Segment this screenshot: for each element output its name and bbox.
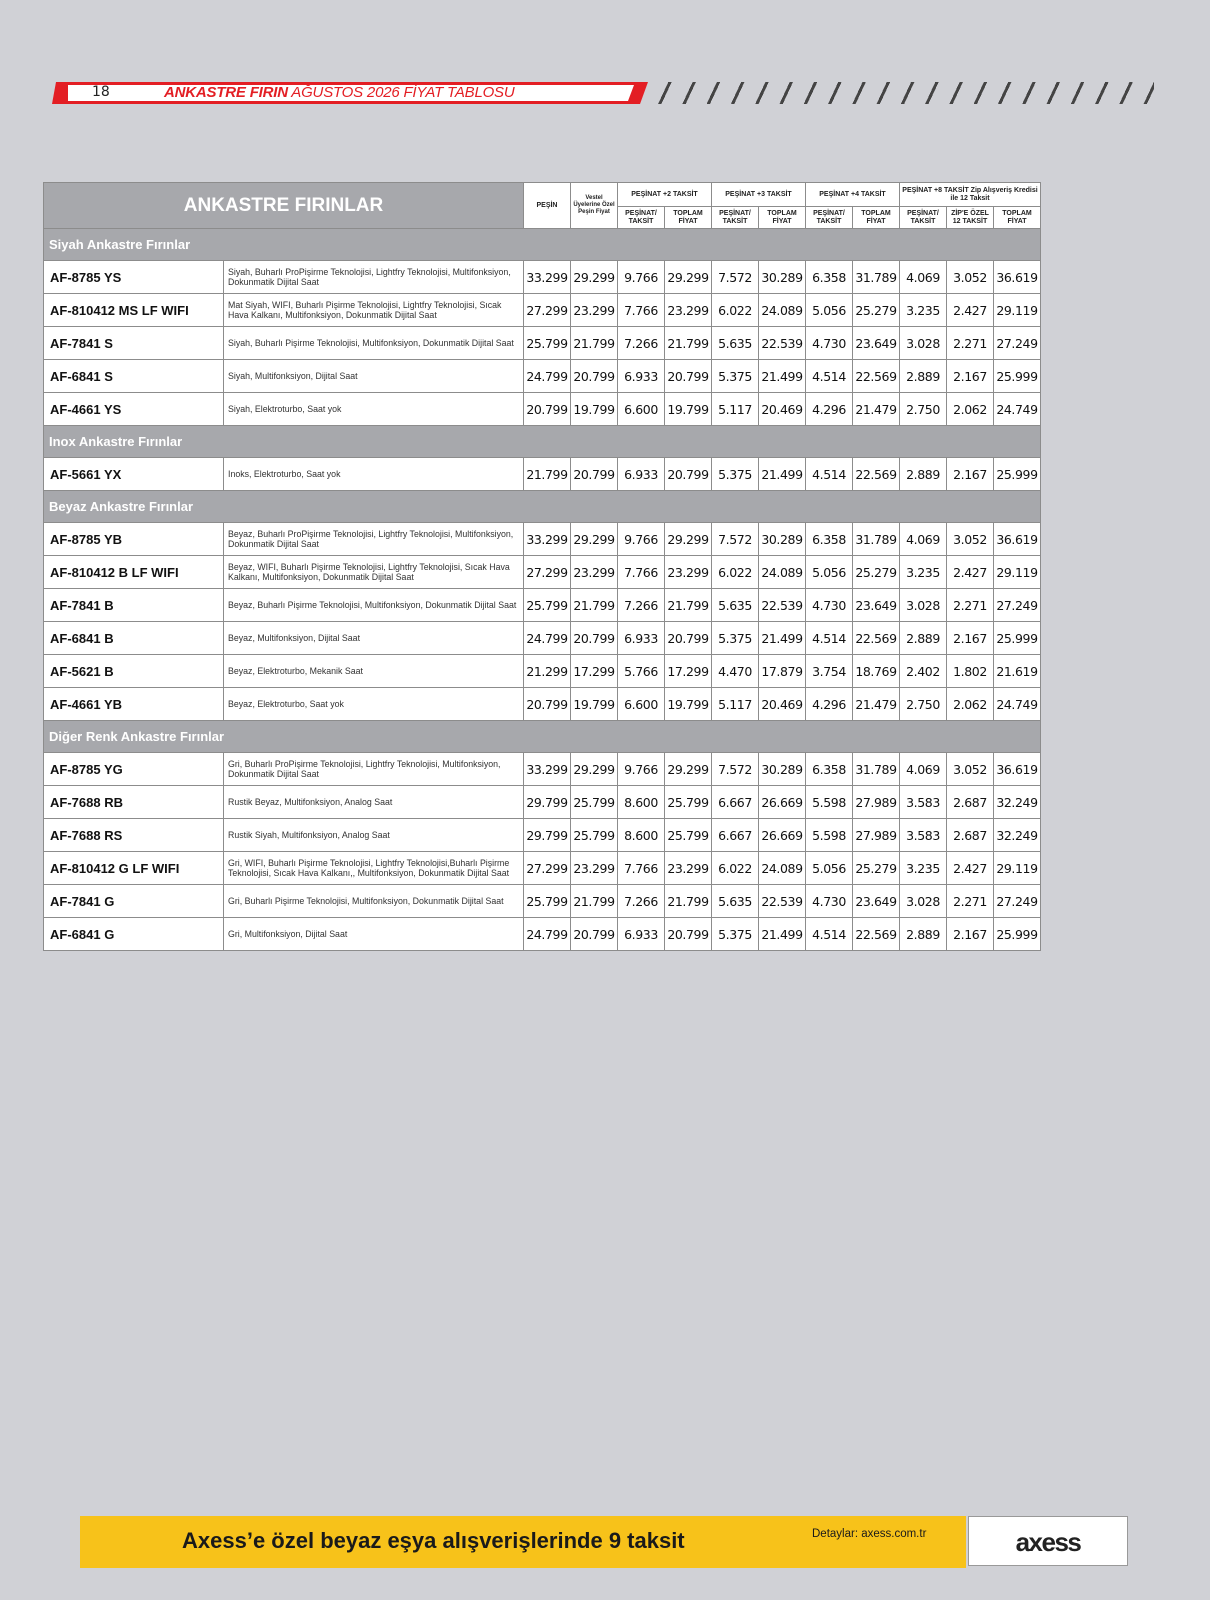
price-cell: 6.358 bbox=[806, 261, 853, 294]
price-cell: 6.022 bbox=[712, 294, 759, 327]
page-title bbox=[164, 84, 515, 102]
price-cell: 4.296 bbox=[806, 688, 853, 721]
col-header-pesin: PEŞİN bbox=[524, 183, 571, 229]
price-cell: 25.279 bbox=[853, 556, 900, 589]
price-cell: 2.750 bbox=[900, 393, 947, 426]
price-cell: 29.799 bbox=[524, 786, 571, 819]
banner-headline: Axess’e özel beyaz eşya alışverişlerinde 9 taksit bbox=[182, 1528, 685, 1553]
price-cell: 3.052 bbox=[947, 753, 994, 786]
page-title-rest: AĞUSTOS 2026 FİYAT TABLOSU bbox=[287, 84, 515, 101]
price-cell: 21.799 bbox=[571, 589, 618, 622]
price-cell: 2.271 bbox=[947, 589, 994, 622]
price-cell: 5.375 bbox=[712, 458, 759, 491]
model-description: Beyaz, Elektroturbo, Mekanik Saat bbox=[224, 655, 524, 688]
price-cell: 25.799 bbox=[524, 327, 571, 360]
price-cell: 5.117 bbox=[712, 688, 759, 721]
price-cell: 5.056 bbox=[806, 556, 853, 589]
price-cell: 4.730 bbox=[806, 885, 853, 918]
price-cell: 3.583 bbox=[900, 819, 947, 852]
price-cell: 24.799 bbox=[524, 360, 571, 393]
price-cell: 25.279 bbox=[853, 294, 900, 327]
price-cell: 3.028 bbox=[900, 327, 947, 360]
price-cell: 7.572 bbox=[712, 523, 759, 556]
price-cell: 2.271 bbox=[947, 885, 994, 918]
price-cell: 27.249 bbox=[994, 327, 1041, 360]
price-cell: 23.299 bbox=[571, 556, 618, 589]
price-cell: 7.266 bbox=[618, 885, 665, 918]
price-cell: 25.799 bbox=[665, 819, 712, 852]
price-cell: 22.569 bbox=[853, 918, 900, 951]
col-header-toplam-fiyat: TOPLAM FİYAT bbox=[853, 207, 900, 229]
price-cell: 6.358 bbox=[806, 753, 853, 786]
banner-detail-link[interactable]: Detaylar: axess.com.tr bbox=[812, 1528, 927, 1540]
price-cell: 22.569 bbox=[853, 360, 900, 393]
model-name: AF-6841 S bbox=[44, 360, 224, 393]
price-cell: 5.056 bbox=[806, 852, 853, 885]
model-name: AF-6841 B bbox=[44, 622, 224, 655]
table-row bbox=[44, 360, 1041, 393]
price-cell: 20.799 bbox=[571, 918, 618, 951]
table-row bbox=[44, 458, 1041, 491]
col-header-toplam-fiyat: TOPLAM FİYAT bbox=[994, 207, 1041, 229]
price-cell: 20.799 bbox=[665, 360, 712, 393]
price-cell: 29.299 bbox=[665, 753, 712, 786]
price-cell: 9.766 bbox=[618, 523, 665, 556]
model-description: Beyaz, WIFI, Buharlı Pişirme Teknolojisi, Lightfry Teknolojisi, Sıcak Hava Kalkanı, Multifonksiyon, Dokunmatik Dijital Saat bbox=[224, 556, 524, 589]
price-cell: 25.799 bbox=[571, 819, 618, 852]
model-description: Beyaz, Elektroturbo, Saat yok bbox=[224, 688, 524, 721]
price-cell: 8.600 bbox=[618, 786, 665, 819]
price-cell: 6.022 bbox=[712, 556, 759, 589]
price-cell: 22.539 bbox=[759, 885, 806, 918]
model-description: Beyaz, Multifonksiyon, Dijital Saat bbox=[224, 622, 524, 655]
price-cell: 23.649 bbox=[853, 589, 900, 622]
price-cell: 2.687 bbox=[947, 819, 994, 852]
price-cell: 24.799 bbox=[524, 622, 571, 655]
price-cell: 29.299 bbox=[571, 261, 618, 294]
price-cell: 36.619 bbox=[994, 261, 1041, 294]
price-cell: 6.667 bbox=[712, 786, 759, 819]
table-row bbox=[44, 261, 1041, 294]
price-cell: 6.933 bbox=[618, 918, 665, 951]
model-name: AF-7688 RS bbox=[44, 819, 224, 852]
price-cell: 29.119 bbox=[994, 294, 1041, 327]
model-description: Rustik Siyah, Multifonksiyon, Analog Saat bbox=[224, 819, 524, 852]
price-cell: 20.799 bbox=[665, 622, 712, 655]
model-name: AF-5661 YX bbox=[44, 458, 224, 491]
header-stripes bbox=[654, 82, 1154, 104]
price-cell: 20.799 bbox=[665, 918, 712, 951]
table-row bbox=[44, 786, 1041, 819]
price-cell: 25.279 bbox=[853, 852, 900, 885]
price-cell: 6.022 bbox=[712, 852, 759, 885]
price-cell: 3.052 bbox=[947, 523, 994, 556]
price-cell: 2.889 bbox=[900, 458, 947, 491]
price-cell: 4.730 bbox=[806, 327, 853, 360]
price-cell: 27.249 bbox=[994, 589, 1041, 622]
price-cell: 23.299 bbox=[665, 852, 712, 885]
table-row bbox=[44, 523, 1041, 556]
model-name: AF-5621 B bbox=[44, 655, 224, 688]
axess-logo bbox=[968, 1516, 1128, 1566]
price-cell: 3.028 bbox=[900, 589, 947, 622]
col-header-pesinat-taksit: PEŞİNAT/ TAKSİT bbox=[618, 207, 665, 229]
col-header-pesinat-taksit: PEŞİNAT/ TAKSİT bbox=[806, 207, 853, 229]
price-cell: 36.619 bbox=[994, 753, 1041, 786]
model-name: AF-8785 YS bbox=[44, 261, 224, 294]
price-cell: 4.069 bbox=[900, 753, 947, 786]
price-cell: 5.375 bbox=[712, 622, 759, 655]
price-cell: 19.799 bbox=[665, 393, 712, 426]
col-group-2-taksit: PEŞİNAT +2 TAKSİT bbox=[618, 183, 712, 207]
price-cell: 24.749 bbox=[994, 688, 1041, 721]
price-cell: 9.766 bbox=[618, 753, 665, 786]
col-group-8-taksit: PEŞİNAT +8 TAKSİT Zip Alışveriş Kredisi ile 12 Taksit bbox=[900, 183, 1041, 207]
price-cell: 27.299 bbox=[524, 556, 571, 589]
table-row bbox=[44, 688, 1041, 721]
page-title-bold: ANKASTRE FIRIN bbox=[164, 84, 288, 101]
price-cell: 25.999 bbox=[994, 622, 1041, 655]
price-cell: 18.769 bbox=[853, 655, 900, 688]
price-cell: 1.802 bbox=[947, 655, 994, 688]
price-cell: 5.117 bbox=[712, 393, 759, 426]
col-header-toplam-fiyat: TOPLAM FİYAT bbox=[759, 207, 806, 229]
section-title: Beyaz Ankastre Fırınlar bbox=[44, 491, 1041, 523]
price-cell: 21.479 bbox=[853, 688, 900, 721]
price-cell: 24.799 bbox=[524, 918, 571, 951]
price-cell: 23.299 bbox=[571, 294, 618, 327]
page-header bbox=[52, 82, 1162, 104]
section-row bbox=[44, 426, 1041, 458]
price-cell: 17.299 bbox=[571, 655, 618, 688]
price-cell: 7.266 bbox=[618, 589, 665, 622]
price-cell: 2.889 bbox=[900, 360, 947, 393]
price-cell: 30.289 bbox=[759, 523, 806, 556]
col-header-pesinat-taksit: PEŞİNAT/ TAKSİT bbox=[712, 207, 759, 229]
price-cell: 7.572 bbox=[712, 753, 759, 786]
model-description: Siyah, Multifonksiyon, Dijital Saat bbox=[224, 360, 524, 393]
price-cell: 2.427 bbox=[947, 294, 994, 327]
price-cell: 25.999 bbox=[994, 458, 1041, 491]
price-cell: 21.499 bbox=[759, 360, 806, 393]
price-cell: 27.989 bbox=[853, 786, 900, 819]
price-cell: 2.167 bbox=[947, 360, 994, 393]
price-cell: 24.089 bbox=[759, 556, 806, 589]
model-description: Inoks, Elektroturbo, Saat yok bbox=[224, 458, 524, 491]
price-cell: 21.619 bbox=[994, 655, 1041, 688]
price-cell: 26.669 bbox=[759, 819, 806, 852]
price-cell: 2.427 bbox=[947, 556, 994, 589]
price-cell: 21.799 bbox=[665, 327, 712, 360]
price-cell: 5.635 bbox=[712, 885, 759, 918]
price-cell: 29.119 bbox=[994, 556, 1041, 589]
price-cell: 20.469 bbox=[759, 688, 806, 721]
model-description: Beyaz, Buharlı Pişirme Teknolojisi, Multifonksiyon, Dokunmatik Dijital Saat bbox=[224, 589, 524, 622]
price-cell: 19.799 bbox=[571, 393, 618, 426]
price-cell: 7.766 bbox=[618, 852, 665, 885]
price-cell: 20.799 bbox=[571, 622, 618, 655]
price-table bbox=[43, 182, 1041, 951]
price-cell: 6.933 bbox=[618, 360, 665, 393]
col-header-zip-ozel: ZİP'E ÖZEL 12 TAKSİT bbox=[947, 207, 994, 229]
price-cell: 24.089 bbox=[759, 852, 806, 885]
price-cell: 29.299 bbox=[665, 523, 712, 556]
model-name: AF-7841 B bbox=[44, 589, 224, 622]
model-name: AF-8785 YG bbox=[44, 753, 224, 786]
table-row bbox=[44, 589, 1041, 622]
price-cell: 25.799 bbox=[524, 885, 571, 918]
model-description: Gri, WIFI, Buharlı Pişirme Teknolojisi, Lightfry Teknolojisi,Buharlı Pişirme Teknolojisi, Sıcak Hava Kalkanı,, Multifonksiyon, Dokunmatik Dijital Saat bbox=[224, 852, 524, 885]
price-cell: 4.730 bbox=[806, 589, 853, 622]
price-cell: 3.028 bbox=[900, 885, 947, 918]
section-title: Siyah Ankastre Fırınlar bbox=[44, 229, 1041, 261]
col-header-vestel: Vestel Üyelerine Özel Peşin Fiyat bbox=[571, 183, 618, 229]
price-cell: 4.470 bbox=[712, 655, 759, 688]
price-cell: 31.789 bbox=[853, 523, 900, 556]
col-group-3-taksit: PEŞİNAT +3 TAKSİT bbox=[712, 183, 806, 207]
model-description: Rustik Beyaz, Multifonksiyon, Analog Saat bbox=[224, 786, 524, 819]
model-name: AF-810412 MS LF WIFI bbox=[44, 294, 224, 327]
price-cell: 5.375 bbox=[712, 918, 759, 951]
price-cell: 5.766 bbox=[618, 655, 665, 688]
section-title: Diğer Renk Ankastre Fırınlar bbox=[44, 721, 1041, 753]
price-cell: 20.799 bbox=[524, 688, 571, 721]
price-cell: 25.799 bbox=[524, 589, 571, 622]
price-cell: 30.289 bbox=[759, 753, 806, 786]
price-cell: 2.167 bbox=[947, 918, 994, 951]
price-cell: 4.514 bbox=[806, 458, 853, 491]
price-cell: 21.799 bbox=[665, 589, 712, 622]
price-cell: 6.933 bbox=[618, 458, 665, 491]
price-cell: 25.999 bbox=[994, 918, 1041, 951]
price-cell: 3.235 bbox=[900, 852, 947, 885]
model-description: Gri, Multifonksiyon, Dijital Saat bbox=[224, 918, 524, 951]
model-description: Beyaz, Buharlı ProPişirme Teknolojisi, Lightfry Teknolojisi, Multifonksiyon, Dokunmatik Dijital Saat bbox=[224, 523, 524, 556]
price-cell: 22.539 bbox=[759, 327, 806, 360]
model-description: Gri, Buharlı ProPişirme Teknolojisi, Lightfry Teknolojisi, Multifonksiyon, Dokunmatik Dijital Saat bbox=[224, 753, 524, 786]
price-cell: 29.299 bbox=[571, 523, 618, 556]
price-cell: 2.062 bbox=[947, 688, 994, 721]
price-cell: 21.799 bbox=[665, 885, 712, 918]
model-name: AF-6841 G bbox=[44, 918, 224, 951]
price-cell: 29.799 bbox=[524, 819, 571, 852]
table-row bbox=[44, 622, 1041, 655]
price-cell: 4.069 bbox=[900, 261, 947, 294]
price-cell: 31.789 bbox=[853, 753, 900, 786]
price-cell: 25.999 bbox=[994, 360, 1041, 393]
section-row bbox=[44, 491, 1041, 523]
price-cell: 4.514 bbox=[806, 622, 853, 655]
price-cell: 4.069 bbox=[900, 523, 947, 556]
price-cell: 23.649 bbox=[853, 327, 900, 360]
price-cell: 36.619 bbox=[994, 523, 1041, 556]
price-cell: 8.600 bbox=[618, 819, 665, 852]
model-description: Gri, Buharlı Pişirme Teknolojisi, Multifonksiyon, Dokunmatik Dijital Saat bbox=[224, 885, 524, 918]
table-row bbox=[44, 393, 1041, 426]
model-name: AF-7688 RB bbox=[44, 786, 224, 819]
price-cell: 2.062 bbox=[947, 393, 994, 426]
table-row bbox=[44, 556, 1041, 589]
model-name: AF-810412 B LF WIFI bbox=[44, 556, 224, 589]
price-cell: 33.299 bbox=[524, 261, 571, 294]
price-cell: 21.499 bbox=[759, 918, 806, 951]
price-cell: 2.750 bbox=[900, 688, 947, 721]
price-cell: 6.358 bbox=[806, 523, 853, 556]
price-cell: 23.649 bbox=[853, 885, 900, 918]
table-row bbox=[44, 918, 1041, 951]
table-title: ANKASTRE FIRINLAR bbox=[44, 183, 524, 229]
price-cell: 4.514 bbox=[806, 360, 853, 393]
col-header-toplam-fiyat: TOPLAM FİYAT bbox=[665, 207, 712, 229]
model-description: Siyah, Elektroturbo, Saat yok bbox=[224, 393, 524, 426]
price-cell: 23.299 bbox=[571, 852, 618, 885]
model-name: AF-7841 G bbox=[44, 885, 224, 918]
price-cell: 3.235 bbox=[900, 294, 947, 327]
price-cell: 30.289 bbox=[759, 261, 806, 294]
price-cell: 19.799 bbox=[571, 688, 618, 721]
table-row bbox=[44, 753, 1041, 786]
price-cell: 21.499 bbox=[759, 458, 806, 491]
price-cell: 6.667 bbox=[712, 819, 759, 852]
page-number: 18 bbox=[92, 84, 110, 100]
price-cell: 7.766 bbox=[618, 294, 665, 327]
table-row bbox=[44, 852, 1041, 885]
model-name: AF-810412 G LF WIFI bbox=[44, 852, 224, 885]
price-cell: 29.299 bbox=[571, 753, 618, 786]
price-cell: 17.299 bbox=[665, 655, 712, 688]
price-cell: 20.799 bbox=[571, 458, 618, 491]
price-cell: 20.799 bbox=[571, 360, 618, 393]
promo-banner bbox=[80, 1516, 1130, 1568]
price-cell: 27.249 bbox=[994, 885, 1041, 918]
model-name: AF-4661 YS bbox=[44, 393, 224, 426]
price-cell: 5.375 bbox=[712, 360, 759, 393]
price-cell: 27.299 bbox=[524, 852, 571, 885]
price-cell: 3.052 bbox=[947, 261, 994, 294]
table-row bbox=[44, 294, 1041, 327]
table-row bbox=[44, 819, 1041, 852]
price-cell: 3.583 bbox=[900, 786, 947, 819]
price-cell: 2.889 bbox=[900, 918, 947, 951]
price-cell: 21.799 bbox=[571, 327, 618, 360]
price-cell: 7.766 bbox=[618, 556, 665, 589]
price-cell: 2.167 bbox=[947, 458, 994, 491]
price-cell: 6.600 bbox=[618, 393, 665, 426]
table-row bbox=[44, 655, 1041, 688]
price-cell: 21.799 bbox=[524, 458, 571, 491]
price-cell: 22.569 bbox=[853, 622, 900, 655]
price-cell: 27.299 bbox=[524, 294, 571, 327]
section-title: Inox Ankastre Fırınlar bbox=[44, 426, 1041, 458]
price-cell: 32.249 bbox=[994, 786, 1041, 819]
price-cell: 7.572 bbox=[712, 261, 759, 294]
price-cell: 2.889 bbox=[900, 622, 947, 655]
price-cell: 33.299 bbox=[524, 523, 571, 556]
price-cell: 23.299 bbox=[665, 294, 712, 327]
model-name: AF-8785 YB bbox=[44, 523, 224, 556]
price-cell: 25.799 bbox=[665, 786, 712, 819]
price-cell: 17.879 bbox=[759, 655, 806, 688]
model-name: AF-4661 YB bbox=[44, 688, 224, 721]
price-cell: 2.687 bbox=[947, 786, 994, 819]
price-cell: 20.799 bbox=[665, 458, 712, 491]
price-cell: 4.514 bbox=[806, 918, 853, 951]
price-cell: 7.266 bbox=[618, 327, 665, 360]
price-cell: 24.749 bbox=[994, 393, 1041, 426]
price-cell: 32.249 bbox=[994, 819, 1041, 852]
price-cell: 19.799 bbox=[665, 688, 712, 721]
price-cell: 21.479 bbox=[853, 393, 900, 426]
price-cell: 25.799 bbox=[571, 786, 618, 819]
table-row bbox=[44, 327, 1041, 360]
price-cell: 2.167 bbox=[947, 622, 994, 655]
price-cell: 20.799 bbox=[524, 393, 571, 426]
price-cell: 24.089 bbox=[759, 294, 806, 327]
price-cell: 6.933 bbox=[618, 622, 665, 655]
col-group-4-taksit: PEŞİNAT +4 TAKSİT bbox=[806, 183, 900, 207]
model-description: Mat Siyah, WIFI, Buharlı Pişirme Teknolojisi, Lightfry Teknolojisi, Sıcak Hava Kalkanı, Multifonksiyon, Dokunmatik Dijital Saat bbox=[224, 294, 524, 327]
price-cell: 2.271 bbox=[947, 327, 994, 360]
price-cell: 23.299 bbox=[665, 556, 712, 589]
price-cell: 4.296 bbox=[806, 393, 853, 426]
price-cell: 26.669 bbox=[759, 786, 806, 819]
model-description: Siyah, Buharlı Pişirme Teknolojisi, Multifonksiyon, Dokunmatik Dijital Saat bbox=[224, 327, 524, 360]
price-cell: 3.754 bbox=[806, 655, 853, 688]
price-cell: 5.598 bbox=[806, 819, 853, 852]
price-cell: 21.799 bbox=[571, 885, 618, 918]
price-cell: 3.235 bbox=[900, 556, 947, 589]
price-cell: 5.598 bbox=[806, 786, 853, 819]
price-cell: 6.600 bbox=[618, 688, 665, 721]
model-name: AF-7841 S bbox=[44, 327, 224, 360]
price-cell: 5.635 bbox=[712, 327, 759, 360]
price-cell: 29.119 bbox=[994, 852, 1041, 885]
price-cell: 5.056 bbox=[806, 294, 853, 327]
table-row bbox=[44, 885, 1041, 918]
price-cell: 2.402 bbox=[900, 655, 947, 688]
price-cell: 5.635 bbox=[712, 589, 759, 622]
price-cell: 2.427 bbox=[947, 852, 994, 885]
price-cell: 33.299 bbox=[524, 753, 571, 786]
price-cell: 29.299 bbox=[665, 261, 712, 294]
price-cell: 9.766 bbox=[618, 261, 665, 294]
price-cell: 21.299 bbox=[524, 655, 571, 688]
section-row bbox=[44, 229, 1041, 261]
price-cell: 20.469 bbox=[759, 393, 806, 426]
price-cell: 22.539 bbox=[759, 589, 806, 622]
price-cell: 27.989 bbox=[853, 819, 900, 852]
price-table-body bbox=[44, 229, 1041, 951]
price-cell: 22.569 bbox=[853, 458, 900, 491]
model-description: Siyah, Buharlı ProPişirme Teknolojisi, Lightfry Teknolojisi, Multifonksiyon, Dokunmatik Dijital Saat bbox=[224, 261, 524, 294]
price-cell: 21.499 bbox=[759, 622, 806, 655]
price-cell: 31.789 bbox=[853, 261, 900, 294]
axess-logo-text: axess bbox=[1015, 1527, 1081, 1557]
col-header-pesinat-taksit: PEŞİNAT/ TAKSİT bbox=[900, 207, 947, 229]
section-row bbox=[44, 721, 1041, 753]
